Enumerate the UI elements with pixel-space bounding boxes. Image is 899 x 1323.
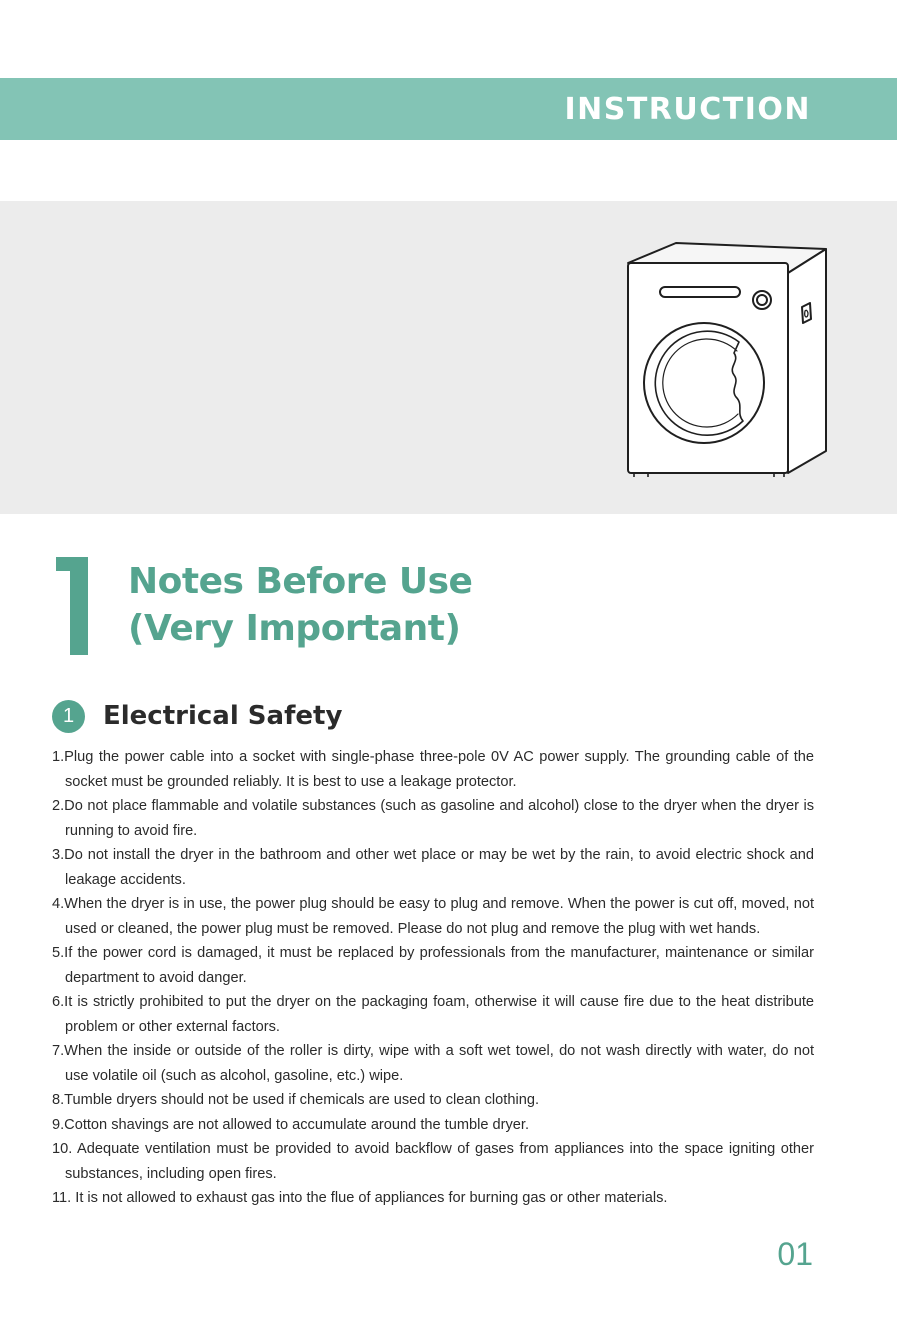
note-item: 3.Do not install the dryer in the bathroom and other wet place or may be wet by the rain, to avoid electric shock and leakage accidents. bbox=[52, 847, 814, 888]
section-title-line1: Notes Before Use bbox=[128, 561, 473, 602]
note-item: 2.Do not place flammable and volatile substances (such as gasoline and alcohol) close to the dryer when the dryer is running to avoid fire. bbox=[52, 798, 814, 839]
page-number: 01 bbox=[777, 1236, 813, 1272]
subsection-title: Electrical Safety bbox=[103, 701, 343, 731]
note-item: 8.Tumble dryers should not be used if chemicals are used to clean clothing. bbox=[52, 1092, 539, 1108]
note-item: 4.When the dryer is in use, the power plug should be easy to plug and remove. When the power is cut off, moved, not used or cleaned, the power plug must be removed. Please do not plug and remove the plug with wet hands. bbox=[52, 896, 814, 937]
note-item: 6.It is strictly prohibited to put the dryer on the packaging foam, otherwise it will cause fire due to the heat distribute problem or other external factors. bbox=[52, 994, 814, 1035]
note-item: 7.When the inside or outside of the roller is dirty, wipe with a soft wet towel, do not wash directly with water, do not use volatile oil (such as alcohol, gasoline, etc.) wipe. bbox=[52, 1043, 814, 1084]
note-item: 10. Adequate ventilation must be provided to avoid backflow of gases from appliances into the space igniting other substances, including open fires. bbox=[52, 1141, 814, 1182]
header-band bbox=[0, 78, 897, 140]
section-title-line2: (Very Important) bbox=[128, 608, 461, 649]
note-item: 11. It is not allowed to exhaust gas into the flue of appliances for burning gas or other materials. bbox=[52, 1190, 668, 1206]
note-item: 1.Plug the power cable into a socket with single-phase three-pole 0V AC power supply. The grounding cable of the socket must be grounded reliably. It is best to use a leakage protector. bbox=[52, 749, 814, 790]
section-number-graphic bbox=[52, 557, 90, 655]
page-title: INSTRUCTION bbox=[564, 92, 811, 127]
note-item: 5.If the power cord is damaged, it must be replaced by professionals from the manufacturer, maintenance or similar department to avoid danger. bbox=[52, 945, 814, 986]
tumble-dryer-icon bbox=[612, 237, 842, 477]
hero-panel bbox=[0, 201, 897, 514]
section-title bbox=[128, 558, 472, 652]
notes-list bbox=[52, 745, 814, 1211]
subsection-number-badge: 1 bbox=[52, 700, 85, 733]
note-item: 9.Cotton shavings are not allowed to accumulate around the tumble dryer. bbox=[52, 1116, 530, 1133]
